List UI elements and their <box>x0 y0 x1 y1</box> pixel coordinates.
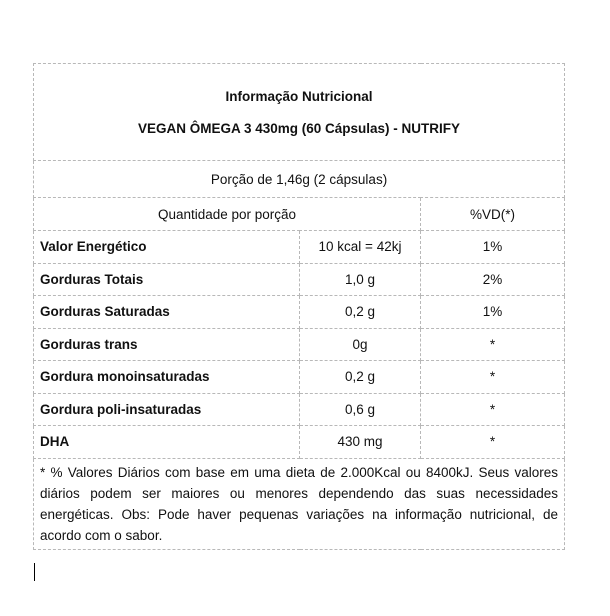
table-row <box>34 296 565 329</box>
quantity-header: Quantidade por porção <box>34 198 421 231</box>
text-cursor <box>34 563 35 581</box>
nutrition-table <box>33 63 565 550</box>
portion-size: Porção de 1,46g (2 cápsulas) <box>34 161 565 198</box>
nutrient-vd: 1% <box>421 231 565 264</box>
nutrient-name: Gordura monoinsaturadas <box>34 361 300 394</box>
nutrient-name: Gorduras Totais <box>34 263 300 296</box>
footnote: * % Valores Diários com base em uma dieta de 2.000Kcal ou 8400kJ. Seus valores diários podem ser maiores ou menores dependendo das suas necessidades energéticas. Obs: Pode haver pequenas variações na informação nutricional, de acordo com o sabor. <box>34 458 565 549</box>
table-row <box>34 263 565 296</box>
nutrient-vd: * <box>421 426 565 459</box>
table-row <box>34 328 565 361</box>
nutrient-name: Gorduras Saturadas <box>34 296 300 329</box>
nutrient-vd: * <box>421 361 565 394</box>
table-row <box>34 361 565 394</box>
nutrient-name: DHA <box>34 426 300 459</box>
nutrient-quantity: 0,2 g <box>300 296 421 329</box>
nutrient-vd: 2% <box>421 263 565 296</box>
nutrient-vd: * <box>421 393 565 426</box>
table-row <box>34 231 565 264</box>
nutrient-name: Gorduras trans <box>34 328 300 361</box>
table-row <box>34 426 565 459</box>
product-name: VEGAN ÔMEGA 3 430mg (60 Cápsulas) - NUTRIFY <box>137 120 461 136</box>
nutrient-quantity: 0,6 g <box>300 393 421 426</box>
table-title: Informação Nutricional <box>225 88 373 104</box>
nutrient-quantity: 430 mg <box>300 426 421 459</box>
nutrient-name: Valor Energético <box>34 231 300 264</box>
vd-header: %VD(*) <box>421 198 565 231</box>
nutrient-vd: 1% <box>421 296 565 329</box>
nutrient-quantity: 0,2 g <box>300 361 421 394</box>
nutrient-vd: * <box>421 328 565 361</box>
nutrient-quantity: 1,0 g <box>300 263 421 296</box>
nutrient-quantity: 10 kcal = 42kj <box>300 231 421 264</box>
nutrient-name: Gordura poli-insaturadas <box>34 393 300 426</box>
table-header-cell <box>34 64 565 161</box>
nutrient-quantity: 0g <box>300 328 421 361</box>
table-row <box>34 393 565 426</box>
